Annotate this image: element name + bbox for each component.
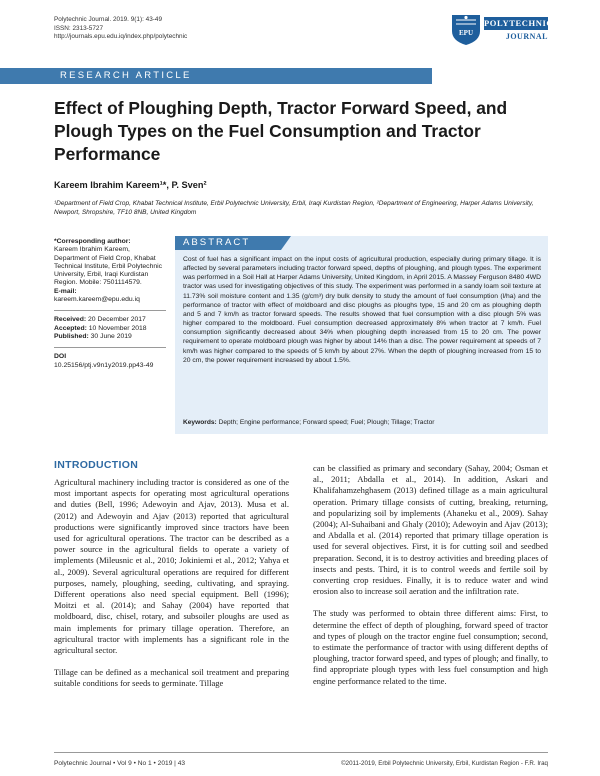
accepted-date: 10 November 2018 — [88, 324, 147, 332]
journal-meta — [54, 16, 187, 42]
logo-wordmark: POLYTECHNIC — [484, 18, 554, 28]
doi-value[interactable]: 10.25156/ptj.v9n1y2019.pp43-49 — [54, 361, 154, 369]
epu-shield-icon — [448, 11, 484, 47]
published-label: Published: — [54, 332, 89, 340]
article-type-banner — [0, 68, 432, 84]
footer-copyright: ©2011-2019, Erbil Polytechnic University, Erbil, Kurdistan Region - F.R. Iraq — [341, 760, 548, 767]
abstract-text: Cost of fuel has a significant impact on the input costs of agricultural production, especially during primary tillage. It is affected by several parameters including tractor forward speed, depths of ploughing, and plough types. The experiment was performed in a Soil Hall at Harper Adams University, United Kingdom, in April 2015. A Massey Ferguson 8480 4WD tractor was used for investigating objectives of this study. The experiment was performed in a sandy loam soil texture at 11.73% soil moisture content and 1.35 (g/cm³) dry bulk density to study the amount of fuel consumption (l/ha) and the performance of tractor with effect of moldboard and disc ploughs as ploughs type, 15 and 20 cm as ploughing depth and 5 and 7 km/h as tractor forward speeds. The results showed that fuel consumption with a disc plough 5% was higher compared to the moldboard. Fuel consumption decreased approximately 8% when tractor at 7 km/h. Fuel consumption significantly decreased about 34% when ploughing depth increased from 15 to 20 cm. The power requirement to operate moldboard plough was higher by about 14% than a disc. The power requirement at speeds of 7 km/h was higher compared to the speeds of 5 km/h by about 27%. When the depth of ploughing increased from 15 to 20 cm, the power requirement increased by about 1.5%. — [183, 256, 541, 364]
keywords-line — [183, 419, 541, 426]
introduction-heading: INTRODUCTION — [54, 459, 139, 471]
article-authors: Kareem Ibrahim Kareem¹*, P. Sven² — [54, 180, 207, 190]
corresponding-author-block — [54, 238, 166, 304]
body-paragraph: can be classified as primary and secondary (Sahay, 2004; Osman et al., 2011; Abdalla et al., 2014). In addition, Askari and Khalifahamzehghasem (2013) defined tillage as a main agricultural operation. Primary tillage consists of cutting, breaking, returning, and popularizing soil by implements (Ahaneku et al., 2009). Sahay (2004); Al-Suhaibani and Ghaly (2010); Adewoyin and Ajav (2013); and Abdalla et al. (2014) reported that primary tillage operation is used for several objectives. First, it is for cutting soil and seedbed preparation. Second, it is to destroy activities and breeding places of insects and pests. Third, it is to control weeds and fertile soil by converting crop residues. Finally, it is to reduce water and wind erosion also to increase soil aeration and the infiltration rate. — [313, 463, 548, 597]
journal-issn: ISSN: 2313-5727 — [54, 24, 104, 32]
abstract-panel — [175, 236, 548, 434]
sidebar-divider — [54, 310, 166, 311]
article-type-label: RESEARCH ARTICLE — [60, 70, 192, 81]
article-affiliations: ¹Department of Field Crop, Khabat Technical Institute, Erbil Polytechnic University, Erbil, Iraqi Kurdistan Region, ²Department of Engineering, Harper Adams University, Newport, Shropshire, TF10 8NB, United Kingdom — [54, 200, 534, 216]
doi-block — [54, 353, 166, 370]
article-title: Effect of Ploughing Depth, Tractor Forward Speed, and Plough Types on the Fuel Consumption and Tractor Performance — [54, 98, 508, 164]
corresponding-author-label: *Corresponding author: — [54, 238, 131, 245]
received-date: 20 December 2017 — [88, 316, 146, 324]
body-paragraph: The study was performed to obtain three different aims: First, to determine the effect of depth of ploughing, forward speed of tractor and types of plough on the tractor engine fuel consumption; second, to estimate the performance of tractor with using different depths of ploughing, tractor forward speed, and types of plough; and finally, to find appropriate plough types with less fuel consumption and high engine performance related to the time. — [313, 608, 548, 686]
journal-logo — [448, 11, 554, 51]
email-label: E-mail: — [54, 287, 77, 295]
keywords-list: Depth; Engine performance; Forward speed; Fuel; Plough; Tillage; Tractor — [218, 419, 435, 426]
footer-journal-info: Polytechnic Journal • Vol 9 • No 1 • 2019 | 43 — [54, 760, 186, 767]
body-column-left — [54, 477, 289, 701]
body-column-right — [313, 463, 548, 698]
footer-divider — [54, 752, 548, 753]
logo-initials: EPU — [459, 29, 473, 37]
received-label: Received: — [54, 316, 87, 324]
corresponding-email[interactable]: kareem.kareem@epu.edu.iq — [54, 296, 140, 304]
body-paragraph: Agricultural machinery including tractor is considered as one of the most important aspects for operating most agricultural operations and duties (Bell, 1996; Adewoyin and Ajav, 2013). Musa et al. (2012) and Adewoyin and Ajav (2013) reported that agricultural productions were significantly improved since tractors have been used for agricultural operations. The tractor can be described as a power source in the agricultural fields to operate a variety of implements (Mileusnic et al., 2010; Jokiniemi et al., 2012; Yahya et al., 2009). Several agricultural operations are required for different purposes, namely, ploughing, seeding, cultivating, and spraying. Different operations also need special equipment. Bell (1996); Moitzi et al. (2014); and Sahay (2004) have reported that moldboard, disc, chisel, rotary, and subsoiler ploughs are used as main implements for primary tillage operation. Therefore, an agricultural tractor with implements has a significant role in the agricultural sector. — [54, 477, 289, 656]
published-date: 30 June 2019 — [90, 332, 132, 340]
accepted-label: Accepted: — [54, 324, 87, 332]
doi-label: DOI — [54, 353, 67, 361]
dates-block — [54, 316, 166, 341]
logo-subtitle: JOURNAL — [505, 32, 548, 41]
sidebar-divider — [54, 347, 166, 348]
article-sidebar — [54, 238, 166, 376]
journal-citation: Polytechnic Journal. 2019. 9(1): 43-49 — [54, 16, 162, 23]
corresponding-author-details: Kareem Ibrahim Kareem, Department of Field Crop, Khabat Technical Institute, Erbil Polytechnic University, Erbil, Iraqi Kurdistan Region. Mobile: 7501114579. — [54, 246, 163, 287]
abstract-heading: ABSTRACT — [175, 236, 281, 250]
body-paragraph: Tillage can be defined as a mechanical soil treatment and preparing suitable conditions for seeds to germinate. Tillage — [54, 667, 289, 689]
keywords-label: Keywords: — [183, 419, 217, 426]
journal-url[interactable]: http://journals.epu.edu.iq/index.php/polytechnic — [54, 33, 188, 41]
